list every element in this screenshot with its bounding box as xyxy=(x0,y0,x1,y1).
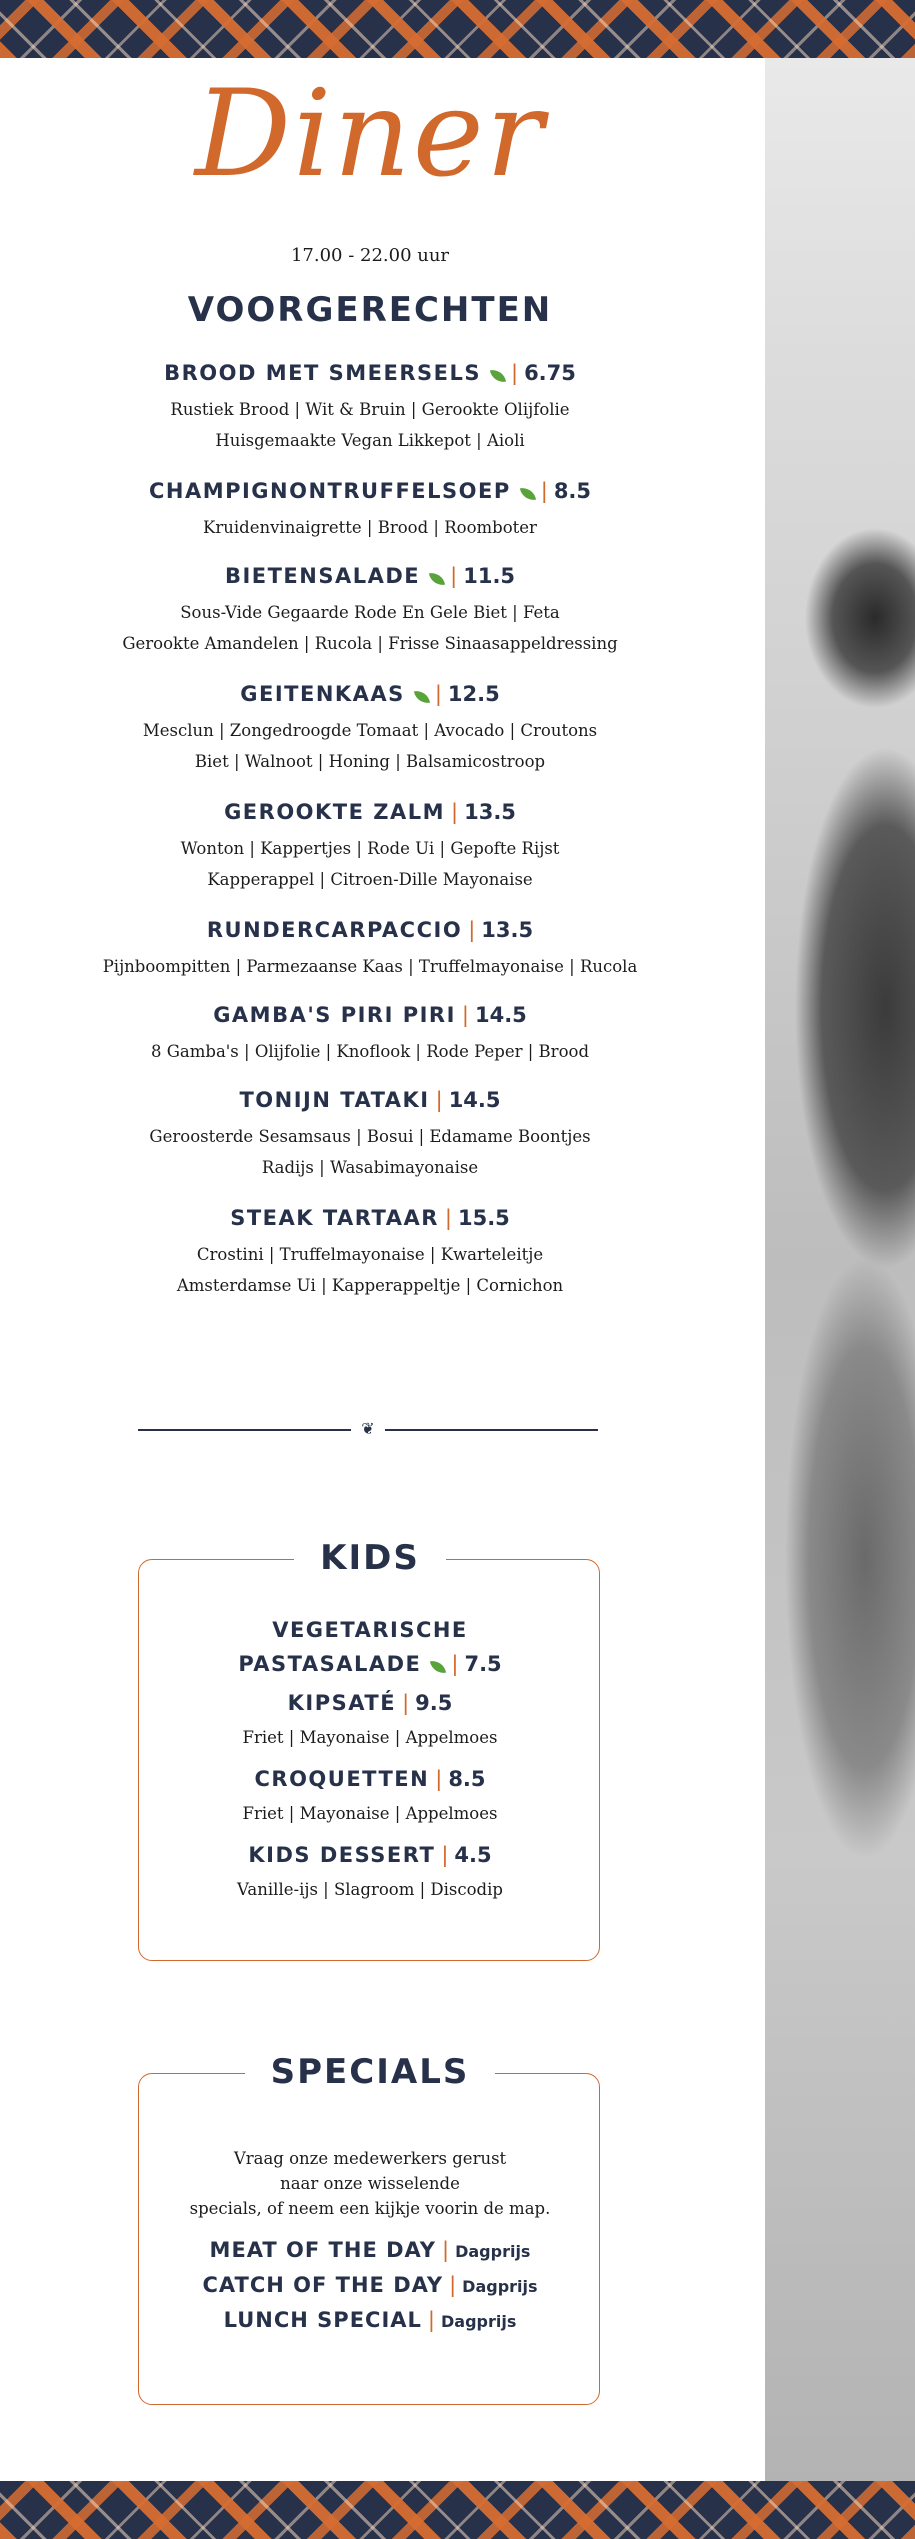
special-label: CATCH OF THE DAY xyxy=(202,2273,444,2297)
item-description: 8 Gamba's | Olijfolie | Knoflook | Rode Peper | Brood xyxy=(150,1042,590,1061)
item-price: 12.5 xyxy=(447,682,500,706)
item-description: Biet | Walnoot | Honing | Balsamicostroop xyxy=(194,752,546,771)
item-price: 15.5 xyxy=(457,1206,510,1230)
list-item xyxy=(0,358,740,456)
item-description: Pijnboompitten | Parmezaanse Kaas | Truffelmayonaise | Rucola xyxy=(102,957,638,976)
item-heading xyxy=(0,561,740,593)
item-heading xyxy=(0,915,740,947)
leaf-icon xyxy=(520,485,536,501)
specials-intro-line: naar onze wisselende xyxy=(280,2174,460,2193)
list-item xyxy=(0,476,740,543)
specials-intro xyxy=(0,2146,740,2221)
section-title-specials: SPECIALS xyxy=(0,2052,740,2092)
list-item xyxy=(0,1613,740,1683)
item-description: Radijs | Wasabimayonaise xyxy=(261,1158,479,1177)
item-heading xyxy=(0,476,740,508)
special-price: Dagprijs xyxy=(440,2312,517,2331)
item-price: 4.5 xyxy=(454,1843,492,1867)
list-item xyxy=(0,797,740,895)
list-item xyxy=(0,561,740,659)
item-name: STEAK TARTAAR xyxy=(230,1206,439,1230)
price-separator: | xyxy=(461,1003,469,1027)
price-separator: | xyxy=(451,800,459,824)
item-heading xyxy=(0,1000,740,1032)
item-name: GEROOKTE ZALM xyxy=(224,800,446,824)
price-separator: | xyxy=(540,479,548,503)
specials-intro-line: specials, of neem een kijkje voorin de map. xyxy=(189,2199,551,2218)
list-item xyxy=(0,2270,740,2302)
item-heading xyxy=(0,1203,740,1235)
section-title-kids: KIDS xyxy=(0,1538,740,1578)
ornament-icon: ❦ xyxy=(351,1420,385,1438)
item-description: Wonton | Kappertjes | Rode Ui | Gepofte Rijst xyxy=(180,839,560,858)
leaf-icon xyxy=(430,1658,446,1674)
item-name: TONIJN TATAKI xyxy=(239,1088,430,1112)
page-title: Diner xyxy=(194,65,546,204)
item-name: CROQUETTEN xyxy=(254,1767,430,1791)
item-description: Kapperappel | Citroen-Dille Mayonaise xyxy=(207,870,533,889)
item-name: BROOD MET SMEERSELS xyxy=(164,361,481,385)
item-heading xyxy=(0,1686,740,1722)
price-separator: | xyxy=(449,2273,457,2297)
item-name-line1: VEGETARISCHE xyxy=(272,1618,468,1642)
item-description: Sous-Vide Gegaarde Rode En Gele Biet | Feta xyxy=(180,603,560,622)
plaid-border-top xyxy=(0,0,915,58)
item-price: 11.5 xyxy=(463,564,516,588)
special-price: Dagprijs xyxy=(455,2242,531,2261)
item-price: 14.5 xyxy=(474,1003,527,1027)
price-separator: | xyxy=(434,682,442,706)
item-description: Gerookte Amandelen | Rucola | Frisse Sinaasappeldressing xyxy=(122,634,618,653)
special-label: MEAT OF THE DAY xyxy=(209,2238,436,2262)
special-price: Dagprijs xyxy=(462,2277,538,2296)
item-name: BIETENSALADE xyxy=(224,564,421,588)
list-item xyxy=(0,1203,740,1301)
item-heading xyxy=(0,1085,740,1117)
list-item xyxy=(0,915,740,982)
item-name: KIPSATÉ xyxy=(287,1691,397,1715)
list-item xyxy=(0,1085,740,1183)
item-heading xyxy=(0,1762,740,1798)
price-separator: | xyxy=(451,1652,459,1676)
item-price: 7.5 xyxy=(464,1652,502,1676)
leaf-icon xyxy=(490,367,506,383)
item-description: Vanille-ijs | Slagroom | Discodip xyxy=(237,1880,503,1899)
item-heading xyxy=(0,1647,740,1683)
item-description: Huisgemaakte Vegan Likkepot | Aioli xyxy=(215,431,525,450)
item-description: Amsterdamse Ui | Kapperappeltje | Cornichon xyxy=(176,1276,564,1295)
item-name: KIDS DESSERT xyxy=(248,1843,436,1867)
item-name: RUNDERCARPACCIO xyxy=(206,918,463,942)
item-price: 13.5 xyxy=(464,800,516,824)
price-separator: | xyxy=(402,1691,410,1715)
price-separator: | xyxy=(510,361,519,385)
list-item xyxy=(0,1000,740,1067)
price-separator: | xyxy=(435,1767,443,1791)
item-name: CHAMPIGNONTRUFFELSOEP xyxy=(148,479,511,503)
plaid-border-bottom xyxy=(0,2481,915,2539)
list-item xyxy=(0,2305,740,2337)
special-label: LUNCH SPECIAL xyxy=(223,2308,422,2332)
price-separator: | xyxy=(444,1206,452,1230)
price-separator: | xyxy=(435,1088,443,1112)
item-description: Mesclun | Zongedroogde Tomaat | Avocado | Croutons xyxy=(142,721,598,740)
item-price: 14.5 xyxy=(448,1088,501,1112)
list-item xyxy=(0,1838,740,1905)
specials-intro-line: Vraag onze medewerkers gerust xyxy=(233,2149,507,2168)
price-separator: | xyxy=(450,564,458,588)
list-item xyxy=(0,2235,740,2267)
item-description: Geroosterde Sesamsaus | Bosui | Edamame Boontjes xyxy=(149,1127,591,1146)
price-separator: | xyxy=(441,1843,449,1867)
list-item xyxy=(0,1686,740,1753)
section-title-voorgerechten: VOORGERECHTEN xyxy=(187,290,553,330)
leaf-icon xyxy=(414,688,430,704)
list-item xyxy=(0,1762,740,1829)
price-separator: | xyxy=(427,2308,435,2332)
golfer-photo xyxy=(765,58,915,2481)
item-heading xyxy=(0,797,740,829)
item-description: Kruidenvinaigrette | Brood | Roomboter xyxy=(203,518,537,537)
item-description: Rustiek Brood | Wit & Bruin | Gerookte Olijfolie xyxy=(170,400,570,419)
leaf-icon xyxy=(429,570,445,586)
item-description: Crostini | Truffelmayonaise | Kwarteleitje xyxy=(196,1245,544,1264)
list-item xyxy=(0,679,740,777)
item-name: GEITENKAAS xyxy=(240,682,405,706)
item-price: 8.5 xyxy=(553,479,592,503)
item-heading xyxy=(0,1838,740,1874)
opening-hours: 17.00 - 22.00 uur xyxy=(290,245,450,266)
item-heading xyxy=(0,679,740,711)
item-price: 13.5 xyxy=(481,918,534,942)
price-separator: | xyxy=(442,2238,450,2262)
price-separator: | xyxy=(468,918,476,942)
item-description: Friet | Mayonaise | Appelmoes xyxy=(242,1804,498,1823)
item-heading xyxy=(0,358,740,390)
item-price: 6.75 xyxy=(524,361,576,385)
item-price: 8.5 xyxy=(448,1767,486,1791)
item-description: Friet | Mayonaise | Appelmoes xyxy=(242,1728,498,1747)
item-price: 9.5 xyxy=(415,1691,453,1715)
item-name: GAMBA'S PIRI PIRI xyxy=(213,1003,456,1027)
item-name: PASTASALADE xyxy=(238,1652,422,1676)
